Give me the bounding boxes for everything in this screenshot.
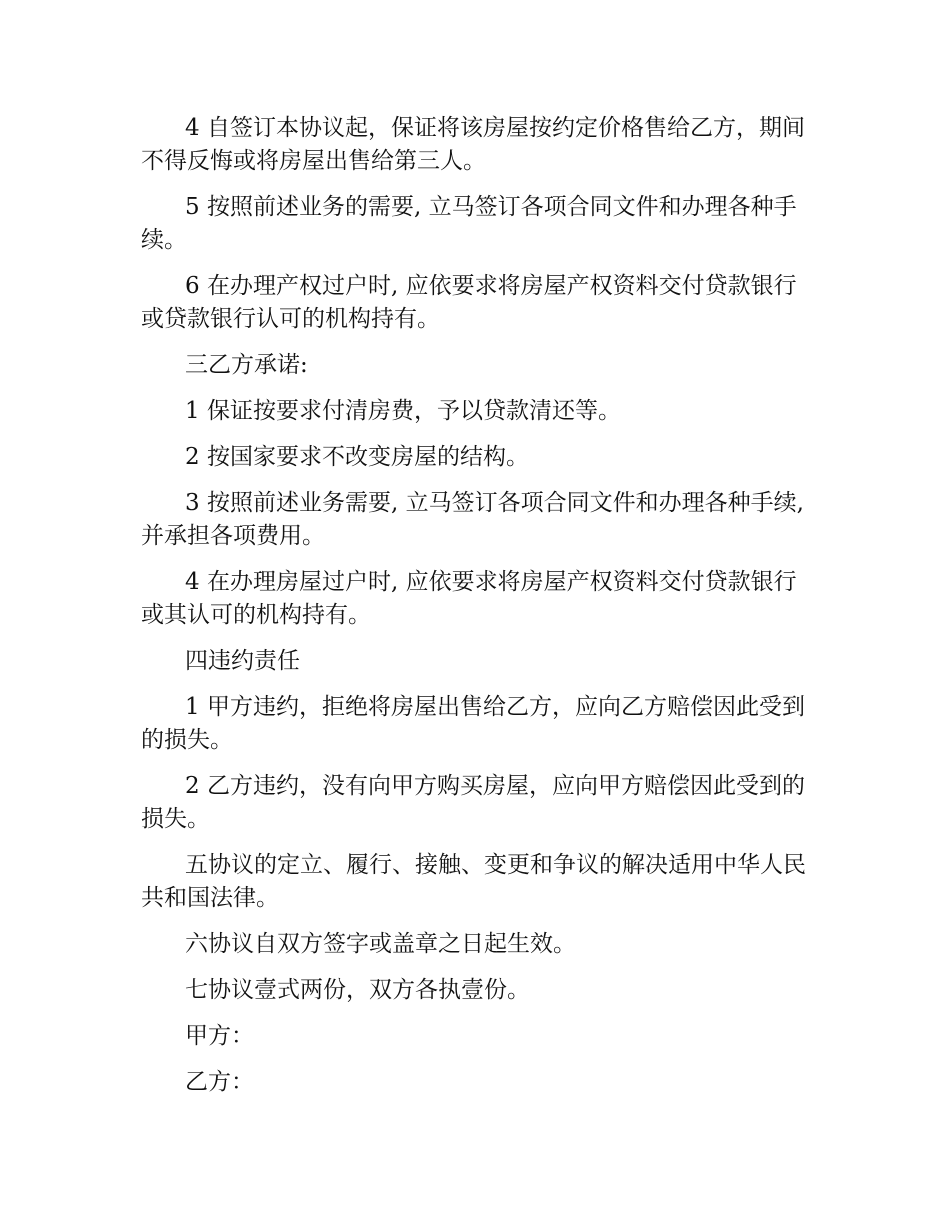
- clause-buyer-structure: 2 按国家要求不改变房屋的结构。: [185, 444, 529, 470]
- document-body: [141, 112, 813, 1112]
- clause-buyer-pay: 1 保证按要求付清房费，予以贷款清还等。: [185, 398, 621, 424]
- clause-governing-law: 五协议的定立、履行、接触、变更和争议的解决适用中华人民共和国法律。: [141, 852, 806, 911]
- signature-party-a: 甲方：: [185, 1023, 254, 1049]
- clause-seller-property-documents: 6 在办理产权过户时, 应依要求将房屋产权资料交付贷款银行或贷款银行认可的机构持有。: [141, 273, 797, 332]
- clause-buyer-sign-contracts: 3 按照前述业务需要, 立马签订各项合同文件和办理各种手续, 并承担各项费用。: [141, 490, 804, 549]
- clause-seller-breach: 1 甲方违约，拒绝将房屋出售给乙方，应向乙方赔偿因此受到的损失。: [141, 694, 805, 753]
- clause-seller-sign-contracts: 5 按照前述业务的需要, 立马签订各项合同文件和办理各种手续。: [141, 194, 797, 253]
- clause-buyer-breach: 2 乙方违约，没有向甲方购买房屋，应向甲方赔偿因此受到的损失。: [141, 773, 805, 832]
- section-heading-liability: 四违约责任: [185, 648, 300, 674]
- clause-copies: 七协议壹式两份，双方各执壹份。: [185, 977, 530, 1003]
- clause-seller-guarantee-price: 4 自签订本协议起，保证将该房屋按约定价格售给乙方，期间不得反悔或将房屋出售给第三人。: [141, 115, 805, 174]
- section-heading-buyer-promises: 三乙方承诺:: [185, 352, 308, 378]
- clause-effective-date: 六协议自双方签字或盖章之日起生效。: [185, 931, 576, 957]
- clause-buyer-property-documents: 4 在办理房屋过户时, 应依要求将房屋产权资料交付贷款银行或其认可的机构持有。: [141, 569, 797, 628]
- signature-party-b: 乙方：: [185, 1069, 254, 1095]
